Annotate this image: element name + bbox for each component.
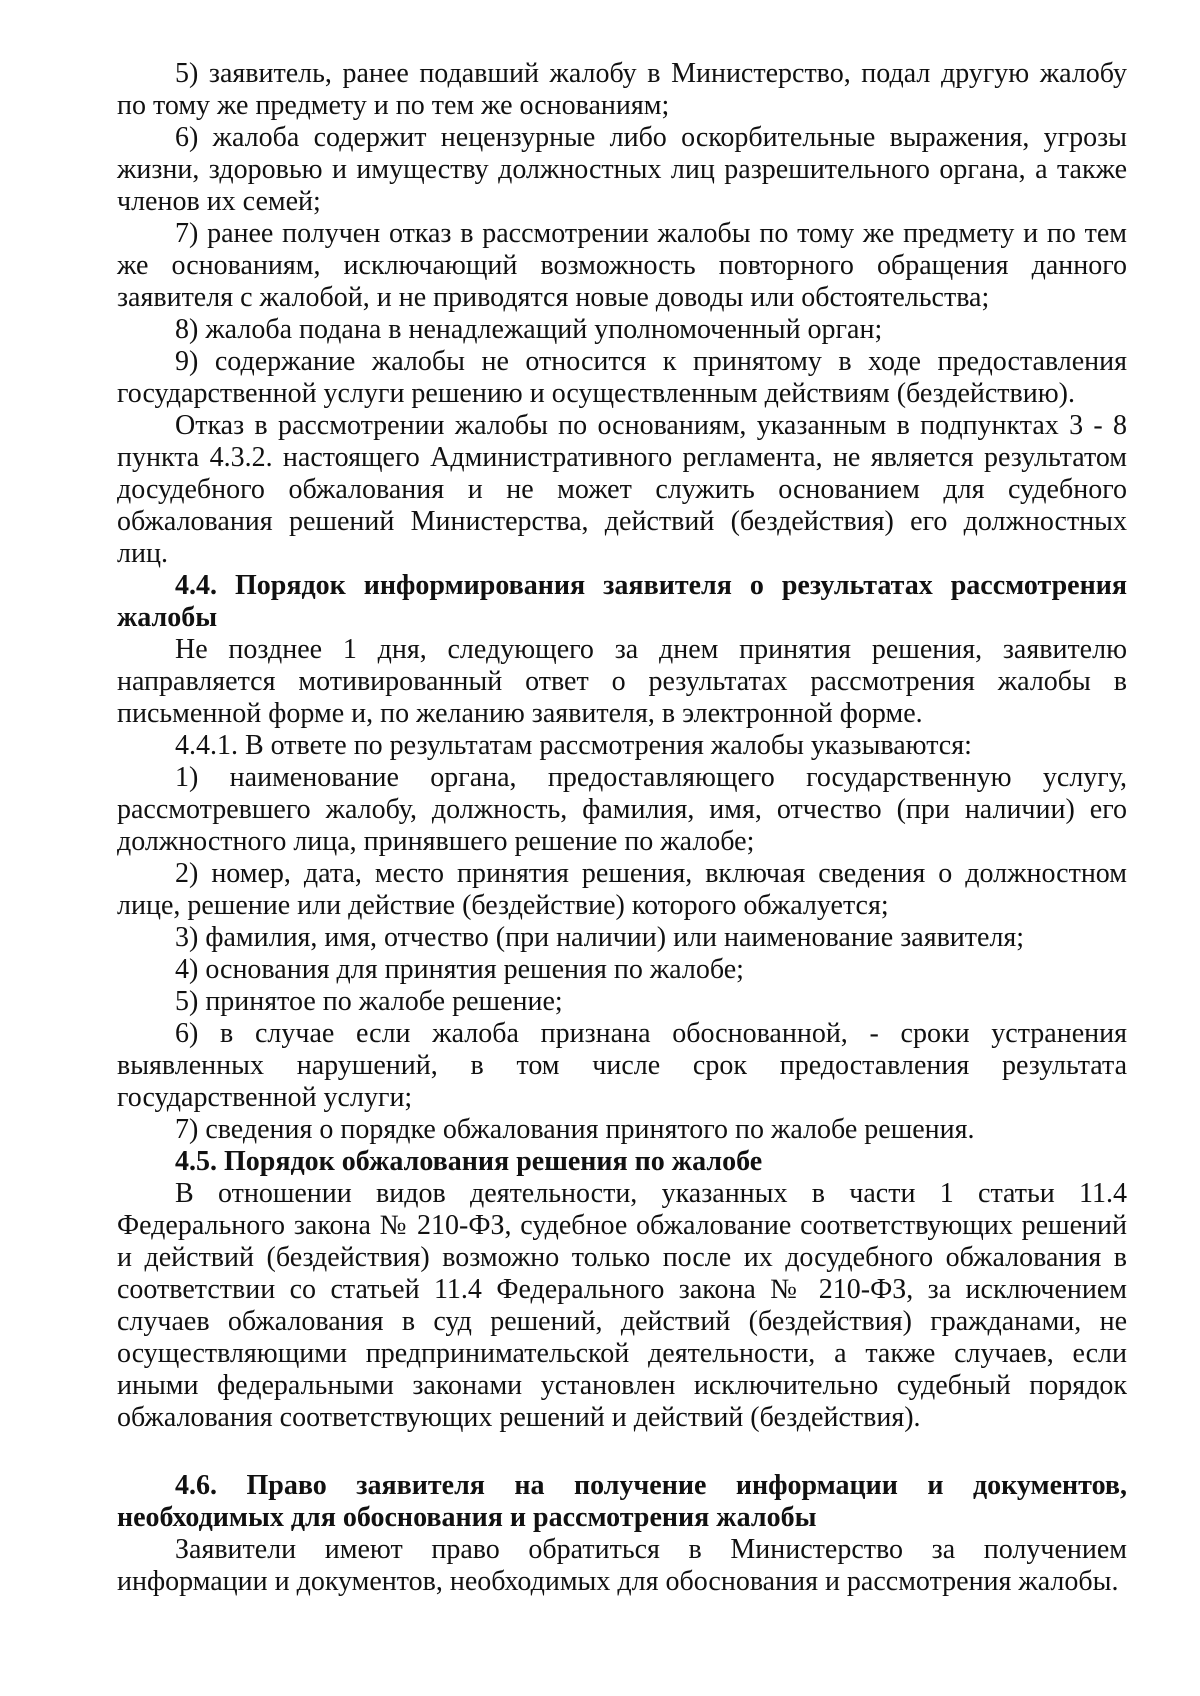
section-heading-4-4: 4.4. Порядок информирования заявителя о результатах рассмотрения жалобы [117, 570, 1127, 633]
list-item: 9) содержание жалобы не относится к принятому в ходе предоставления государственной услуги решению и осуществленным действиям (бездействию). [117, 346, 1127, 409]
list-item: 1) наименование органа, предоставляющего государственную услугу, рассмотревшего жалобу, должность, фамилия, имя, отчество (при наличии) его должностного лица, принявшего решение по жалобе; [117, 762, 1127, 857]
list-item: 8) жалоба подана в ненадлежащий уполномоченный орган; [175, 314, 883, 345]
list-item: 5) принятое по жалобе решение; [175, 986, 563, 1017]
body-paragraph: Заявители имеют право обратиться в Министерство за получением информации и документов, необходимых для обоснования и рассмотрения жалобы. [117, 1534, 1127, 1597]
list-item: 6) в случае если жалоба признана обоснованной, - сроки устранения выявленных нарушений, в том числе срок предоставления результата государственной услуги; [117, 1018, 1127, 1113]
list-item: 6) жалоба содержит нецензурные либо оскорбительные выражения, угрозы жизни, здоровью и имуществу должностных лиц разрешительного органа, а также членов их семей; [117, 122, 1127, 217]
body-paragraph: Отказ в рассмотрении жалобы по основаниям, указанным в подпунктах 3 - 8 пункта 4.3.2. настоящего Административного регламента, не является результатом досудебного обжалования и не может служить основанием для судебного обжалования решений Министерства, действий (бездействия) его должностных лиц. [117, 410, 1127, 569]
section-spacer [117, 1434, 1127, 1470]
body-paragraph: В отношении видов деятельности, указанных в части 1 статьи 11.4 Федерального закона № 210-ФЗ, судебное обжалование соответствующих решений и действий (бездействия) возможно только после их досудебного обжалования в соответствии со статьей 11.4 Федерального закона № 210-ФЗ, за исключением случаев обжалования в суд решений, действий (бездействия) гражданами, не осуществляющими предпринимательской деятельности, а также случаев, если иными федеральными законами установлен исключительно судебный порядок обжалования соответствующих решений и действий (бездействия). [117, 1178, 1127, 1433]
document-page [117, 58, 1127, 1598]
list-item: 3) фамилия, имя, отчество (при наличии) или наименование заявителя; [175, 922, 1025, 953]
section-heading-4-5: 4.5. Порядок обжалования решения по жалобе [175, 1146, 763, 1177]
list-item: 7) ранее получен отказ в рассмотрении жалобы по тому же предмету и по тем же основаниям, исключающий возможность повторного обращения данного заявителя с жалобой, и не приводятся новые доводы или обстоятельства; [117, 218, 1127, 313]
section-heading-4-6: 4.6. Право заявителя на получение информации и документов, необходимых для обоснования и рассмотрения жалобы [117, 1470, 1127, 1533]
list-item: 7) сведения о порядке обжалования принятого по жалобе решения. [175, 1114, 975, 1145]
list-item: 4) основания для принятия решения по жалобе; [175, 954, 744, 985]
body-paragraph: 4.4.1. В ответе по результатам рассмотрения жалобы указываются: [175, 730, 972, 761]
list-item: 2) номер, дата, место принятия решения, включая сведения о должностном лице, решение или действие (бездействие) которого обжалуется; [117, 858, 1127, 921]
body-paragraph: Не позднее 1 дня, следующего за днем принятия решения, заявителю направляется мотивированный ответ о результатах рассмотрения жалобы в письменной форме и, по желанию заявителя, в электронной форме. [117, 634, 1127, 729]
list-item: 5) заявитель, ранее подавший жалобу в Министерство, подал другую жалобу по тому же предмету и по тем же основаниям; [117, 58, 1127, 121]
